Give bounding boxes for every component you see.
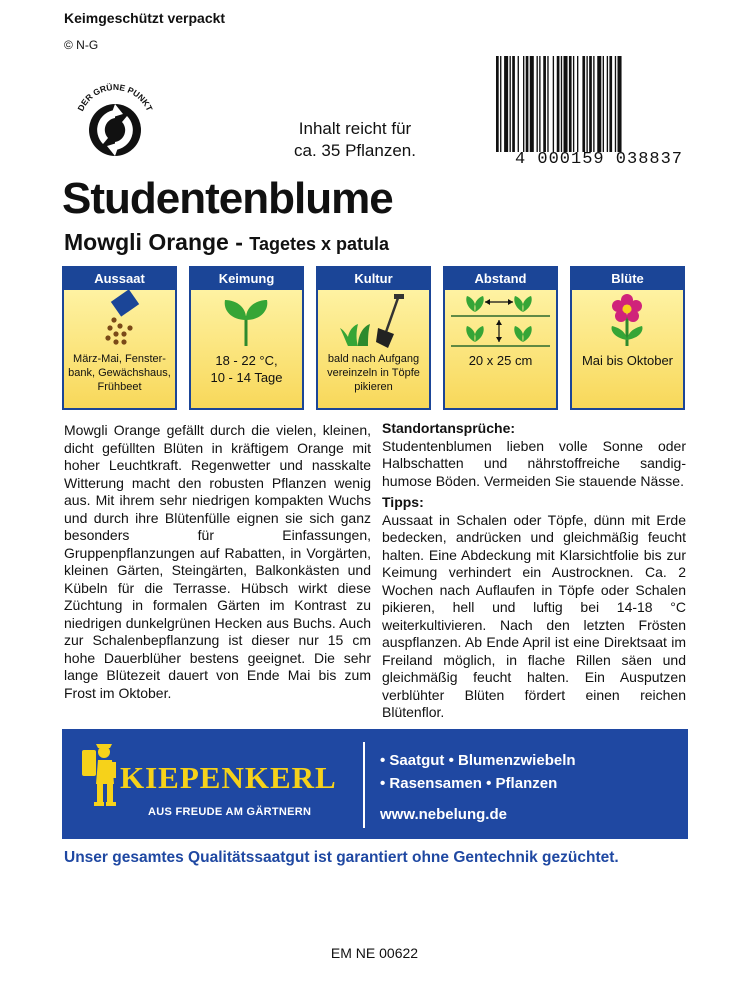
panel-text: [191, 352, 302, 386]
barcode-bar: [526, 56, 529, 152]
panel-label: Abstand: [445, 268, 556, 290]
banner-divider: [363, 742, 365, 828]
panel-line: 18 - 22 °C,: [215, 353, 278, 368]
barcode-number: 4 000159 038837: [514, 150, 684, 169]
barcode-bar: [597, 56, 601, 152]
barcode-bar: [557, 56, 560, 152]
care-instructions: [382, 420, 686, 722]
panel-line: 10 - 14 Tage: [210, 370, 283, 385]
green-dot-logo-icon: [70, 80, 160, 170]
contents-line-2: ca. 35 Pflanzen.: [294, 141, 416, 160]
product-name: Studentenblume: [62, 174, 393, 223]
barcode-bar: [518, 56, 519, 152]
panel-line: März-Mai, Fenster-: [73, 353, 166, 365]
barcode-bar: [553, 56, 554, 152]
barcode-bar: [564, 56, 568, 152]
barcode-bar: [510, 56, 511, 152]
website-link[interactable]: www.nebelung.de: [380, 806, 507, 823]
barcode-bar: [539, 56, 540, 152]
panel-text: [572, 352, 683, 369]
latin-name: Tagetes x patula: [249, 234, 390, 254]
panel-kultur: [316, 266, 431, 410]
gmo-statement: Unser gesamtes Qualitätssaatgut ist garantiert ohne Gentechnik gezüchtet.: [64, 849, 619, 866]
panel-line: bank, Gewächshaus,: [68, 367, 171, 379]
barcode-bar: [582, 56, 585, 152]
barcode-bar: [523, 56, 524, 152]
location-heading: Standortansprüche:: [382, 420, 516, 436]
panel-label: Kultur: [318, 268, 429, 290]
barcode-bar: [618, 56, 622, 152]
flower-icon: [572, 290, 683, 352]
cultivation-panels: [62, 266, 688, 412]
brand-slogan: AUS FREUDE AM GÄRTNERN: [148, 806, 312, 818]
barcode-bar: [543, 56, 546, 152]
barcode-bar: [512, 56, 515, 152]
brand-logo: KIEPENKERL: [120, 760, 337, 795]
barcode-bar: [586, 56, 587, 152]
svg-text:DER GRÜNE PUNKT: DER GRÜNE PUNKT: [75, 81, 155, 113]
panel-text: [64, 352, 175, 394]
panel-keimung: [189, 266, 304, 410]
panel-line: Mai bis Oktober: [581, 353, 674, 368]
contents-line-1: Inhalt reicht für: [298, 119, 412, 138]
panel-line: 20 x 25 cm: [468, 353, 533, 368]
product-range-line-2: • Rasensamen • Pflanzen: [380, 775, 558, 792]
copyright-note: © N-G: [64, 38, 99, 52]
barcode: [496, 56, 702, 152]
kiepenkerl-mascot-icon: [80, 740, 120, 810]
barcode-bar: [500, 56, 501, 152]
location-text: Studentenblumen lieben volle Sonne oder Halbschatten und nährstoffreiche sandig-humose Böden. Vermeiden Sie stauende Nässe.: [382, 437, 686, 489]
panel-line: vereinzeln in Töpfe: [327, 367, 420, 379]
barcode-bar: [561, 56, 562, 152]
barcode-bar: [496, 56, 499, 152]
product-range-line-1: • Saatgut • Blumenzwiebeln: [380, 752, 576, 769]
panel-line: bald nach Aufgang: [327, 353, 420, 365]
product-subtitle: [64, 229, 389, 256]
barcode-bar: [589, 56, 592, 152]
barcode-bar: [609, 56, 612, 152]
panel-line: pikieren: [354, 381, 393, 393]
tips-heading: Tipps:: [382, 494, 424, 510]
tips-text: Aussaat in Schalen oder Töpfe, dünn mit Erde bedecken, andrücken und gleichmäßig feucht halten. Eine Abdeckung mit Klarsichtfolie bis zur Keimung verhindert ein Austrocknen. Ca. 2 Wochen nach Auflaufen in Töpfe oder Schalen pikieren, hell und luftig bei 14-18 °C weiterkultivieren. Nach den letzten Frösten auspflanzen. Ab Ende April ist eine Direktsaat im Freiland möglich, in flache Rillen säen und gleichmäßig feucht halten. Ein Ausputzen verblühter Blüten fördert einen reichen Blütenflor.: [382, 511, 686, 720]
barcode-bar: [569, 56, 572, 152]
subtitle-separator: -: [228, 229, 250, 255]
barcode-bar: [504, 56, 508, 152]
variety-name: Mowgli Orange: [64, 229, 229, 255]
panel-label: Aussaat: [64, 268, 175, 290]
barcode-bar: [593, 56, 594, 152]
barcode-bar: [530, 56, 534, 152]
panel-text: [445, 352, 556, 369]
panel-abstand: [443, 266, 558, 410]
contents-note: [250, 118, 460, 162]
barcode-bar: [615, 56, 616, 152]
product-code: EM NE 00622: [330, 945, 419, 961]
barcode-bar: [607, 56, 608, 152]
panel-line: Frühbeet: [97, 381, 142, 393]
seedling-icon: [191, 290, 302, 352]
spacing-icon: [445, 290, 556, 352]
barcode-bar: [603, 56, 604, 152]
barcode-bar: [577, 56, 578, 152]
spade-icon: [318, 290, 429, 352]
panel-bluete: [570, 266, 685, 410]
description-text: Mowgli Orange gefällt durch die vielen, kleinen, dicht gefüllten Blüten in kräftigem Orange mit hoher Leuchtkraft. Regenwetter und nasskalte Witterung macht den robusten Pflanzen wenig aus. Mit ihrem sehr niedrigen kompakten Wuchs und durch ihre Blütenfülle eignen sie sich ganz besonders für Einfassungen, Gruppenpflanzungen auf Rabatten, in Vorgärten, kleinen Gärten, Steingärten, Balkonkästen und Kübeln für die Terrasse. Hübsch wirkt diese Züchtung in formalen Gärten im Kontrast zu niedrigen dunkelgrünen Hecken aus Buchs. Auch zur Schalenbepflanzung ist dieser nur 15 cm hohe Dauerblüher bestens geeignet. Die sehr lange Blütezeit dauert von Ende Mai bis zum Frost im Oktober.: [64, 422, 371, 701]
barcode-bar: [573, 56, 574, 152]
seed-bag-icon: [64, 290, 175, 352]
packaging-note: Keimgeschützt verpackt: [64, 10, 226, 26]
panel-label: Blüte: [572, 268, 683, 290]
panel-label: Keimung: [191, 268, 302, 290]
panel-text: [318, 352, 429, 394]
panel-aussaat: [62, 266, 177, 410]
barcode-bar: [537, 56, 538, 152]
barcode-bar: [547, 56, 548, 152]
